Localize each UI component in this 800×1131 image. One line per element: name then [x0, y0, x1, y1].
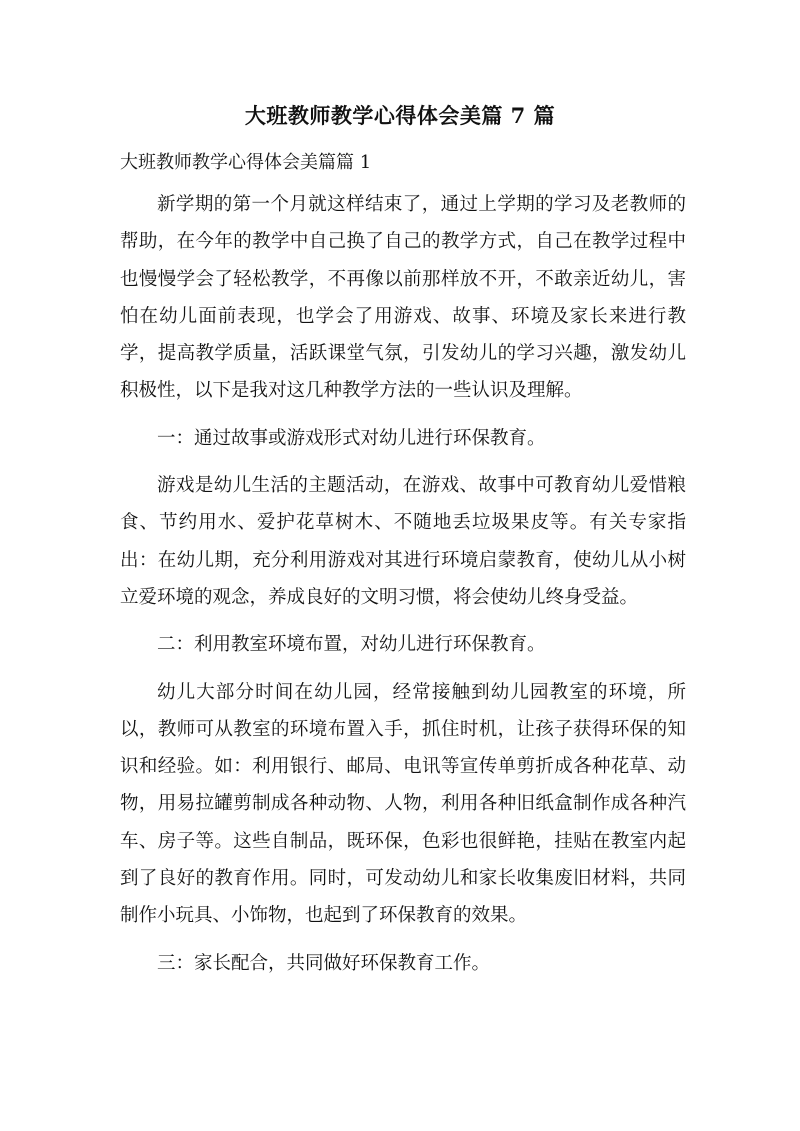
- section-heading: 大班教师教学心得体会美篇篇 1: [120, 152, 372, 173]
- document-title: 大班教师教学心得体会美篇 7 篇: [244, 103, 556, 128]
- paragraph: 三：家长配合，共同做好环保教育工作。: [157, 952, 491, 974]
- document-body: [120, 186, 686, 992]
- paragraph: 一：通过故事或游戏形式对幼儿进行环保教育。: [157, 427, 546, 449]
- paragraph: 幼儿大部分时间在幼儿园，经常接触到幼儿园教室的环境，所以，教师可从教室的环境布置入手，抓住时机，让孩子获得环保的知识和经验。如：利用银行、邮局、电讯等宣传单剪折成各种花草、动物，用易拉罐剪制成各种动物、人物，利用各种旧纸盒制作成各种汽车、房子等。这些自制品，既环保，色彩也很鲜艳，挂贴在教室内起到了良好的教育作用。同时，可发动幼儿和家长收集废旧材料，共同制作小玩具、小饰物，也起到了环保教育的效果。: [120, 681, 686, 927]
- paragraph: 游戏是幼儿生活的主题活动，在游戏、故事中可教育幼儿爱惜粮食、节约用水、爱护花草树木、不随地丢垃圾果皮等。有关专家指出：在幼儿期，充分利用游戏对其进行环境启蒙教育，使幼儿从小树立爱环境的观念，养成良好的文明习惯，将会使幼儿终身受益。: [120, 475, 686, 608]
- paragraph: 新学期的第一个月就这样结束了，通过上学期的学习及老教师的帮助，在今年的教学中自己换了自己的教学方式，自己在教学过程中也慢慢学会了轻松教学，不再像以前那样放不开，不敢亲近幼儿，害怕在幼儿面前表现，也学会了用游戏、故事、环境及家长来进行教学，提高教学质量，活跃课堂气氛，引发幼儿的学习兴趣，激发幼儿积极性，以下是我对这几种教学方法的一些认识及理解。: [120, 194, 686, 402]
- paragraph: 二：利用教室环境布置，对幼儿进行环保教育。: [157, 634, 546, 656]
